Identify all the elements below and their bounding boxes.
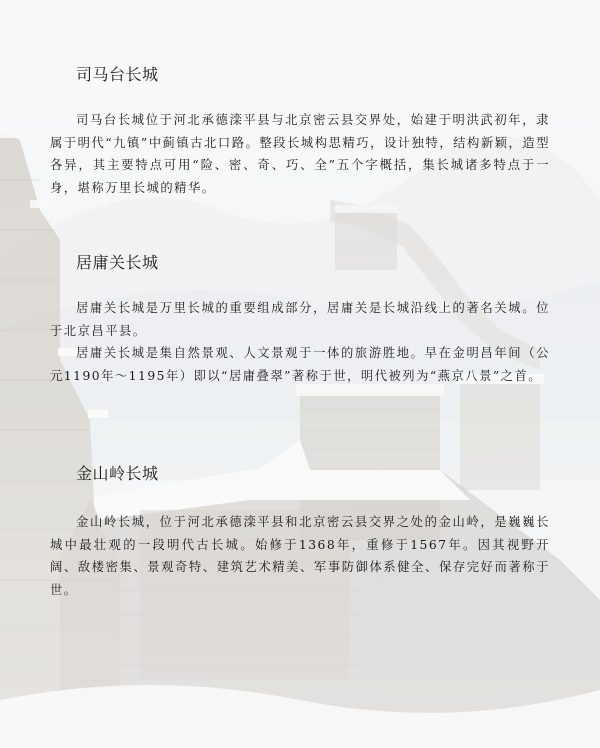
section-juyongguan [50, 252, 550, 387]
section-title: 司马台长城 [76, 65, 159, 84]
section-paragraph: 居庸关长城是万里长城的重要组成部分，居庸关是长城沿线上的著名关城。位于北京昌平县。 [50, 301, 550, 338]
section-paragraph: 居庸关长城是集自然景观、人文景观于一体的旅游胜地。早在金明昌年间（公元1190年～1195年）即以“居庸叠翠”著称于世，明代被列为“燕京八景”之首。 [50, 346, 550, 383]
section-paragraph: 司马台长城位于河北承德滦平县与北京密云县交界处，始建于明洪武初年，隶属于明代“九镇”中蓟镇古北口路。整段长城构思精巧，设计独特，结构新颖，造型各异，其主要特点可用“险、密、奇、巧、全”五个字概括，集长城诸多特点于一身，堪称万里长城的精华。 [50, 113, 550, 195]
section-paragraph: 金山岭长城，位于河北承德滦平县和北京密云县交界之处的金山岭，是巍巍长城中最壮观的一段明代古长城。始修于1368年，重修于1567年。因其视野开阔、敌楼密集、景观奇特、建筑艺术精美、军事防御体系健全、保存完好而著称于世。 [50, 515, 550, 597]
section-title: 金山岭长城 [76, 464, 159, 483]
section-jinshanling [50, 463, 550, 601]
section-simatai [50, 64, 550, 199]
section-title: 居庸关长城 [76, 253, 159, 272]
